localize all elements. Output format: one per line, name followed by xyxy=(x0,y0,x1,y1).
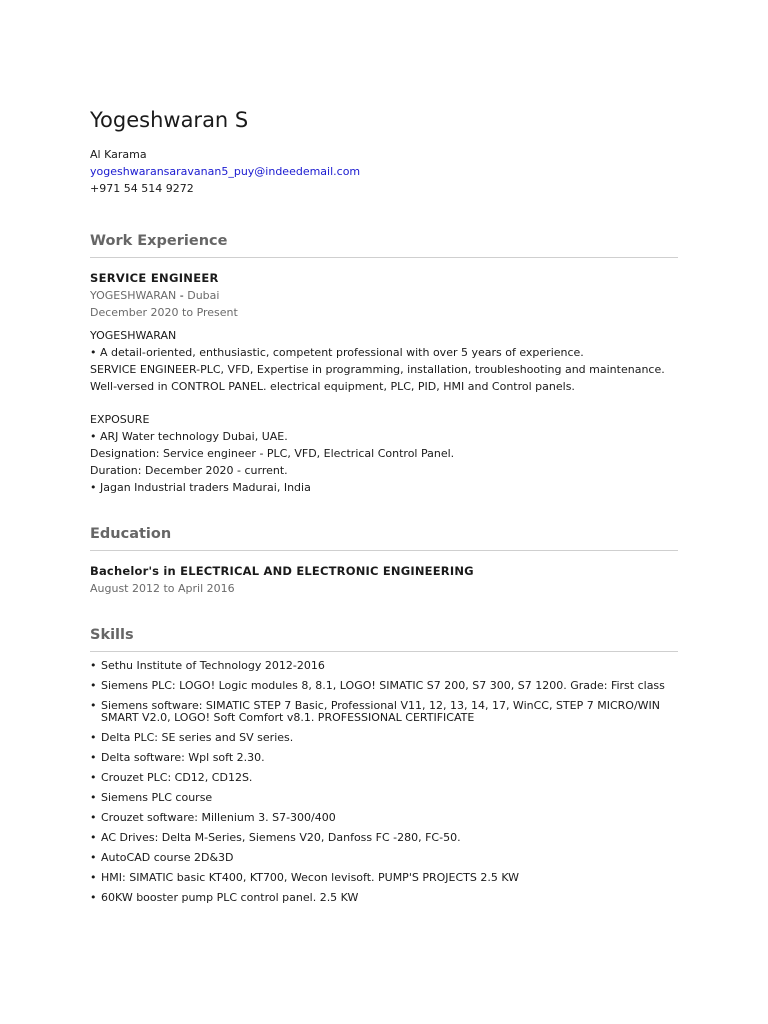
bullet: • xyxy=(90,790,97,804)
skill-text: AutoCAD course 2D&3D xyxy=(101,850,234,864)
description-line: SERVICE ENGINEER-PLC, VFD, Expertise in programming, installation, troubleshooting and maintenance. xyxy=(90,363,665,376)
section-title-skills: Skills xyxy=(90,627,134,643)
skill-text: 60KW booster pump PLC control panel. 2.5 KW xyxy=(101,890,359,904)
candidate-name: Yogeshwaran S xyxy=(90,108,249,132)
description-line: • ARJ Water technology Dubai, UAE. xyxy=(90,430,288,443)
list-item xyxy=(90,872,678,884)
skill-text: Siemens PLC: LOGO! Logic modules 8, 8.1, LOGO! SIMATIC S7 200, S7 300, S7 1200. Grade: First class xyxy=(101,679,665,692)
bullet: • xyxy=(90,770,97,784)
description-line: Designation: Service engineer - PLC, VFD, Electrical Control Panel. xyxy=(90,447,455,460)
list-item xyxy=(90,892,678,904)
bullet: • xyxy=(90,750,97,764)
description-line: • A detail-oriented, enthusiastic, competent professional with over 5 years of experience. xyxy=(90,346,584,359)
job-employer xyxy=(90,287,678,304)
location: Al Karama xyxy=(90,148,147,161)
list-item xyxy=(90,700,678,723)
bullet: • xyxy=(90,679,97,692)
job-dates: December 2020 to Present xyxy=(90,306,238,319)
skills-list xyxy=(90,660,678,903)
section-divider xyxy=(90,651,678,652)
description-line: Duration: December 2020 - current. xyxy=(90,464,288,477)
skill-text: Siemens software: SIMATIC STEP 7 Basic, Professional V11, 12, 13, 14, 17, WinCC, STEP 7 MICRO/WIN SMART V2.0, LOGO! Soft Comfort v8.1. PROFESSIONAL CERTIFICATE xyxy=(101,699,660,724)
skill-text: Delta software: Wpl soft 2.30. xyxy=(101,750,265,764)
skill-text: Delta PLC: SE series and SV series. xyxy=(101,730,294,744)
job-title: SERVICE ENGINEER xyxy=(90,271,219,285)
list-item xyxy=(90,812,678,824)
skill-text: Crouzet PLC: CD12, CD12S. xyxy=(101,770,253,784)
list-item xyxy=(90,852,678,864)
list-item xyxy=(90,832,678,844)
email-link[interactable]: yogeshwaransaravanan5_puy@indeedemail.com xyxy=(90,165,361,178)
company-separator: - xyxy=(176,289,188,302)
skill-text: Siemens PLC course xyxy=(101,790,213,804)
section-divider xyxy=(90,257,678,258)
bullet: • xyxy=(90,830,97,844)
bullet: • xyxy=(90,699,97,712)
degree-title: Bachelor's in ELECTRICAL AND ELECTRONIC ENGINEERING xyxy=(90,564,474,578)
list-item xyxy=(90,772,678,784)
phone-number: +971 54 514 9272 xyxy=(90,182,194,195)
description-blank-line xyxy=(90,395,678,411)
bullet: • xyxy=(90,659,97,672)
skill-text: Crouzet software: Millenium 3. S7-300/400 xyxy=(101,810,336,824)
education-dates: August 2012 to April 2016 xyxy=(90,582,235,595)
description-line: EXPOSURE xyxy=(90,413,150,426)
skills-section xyxy=(90,625,678,903)
job-city: Dubai xyxy=(187,289,220,302)
skill-text: Sethu Institute of Technology 2012-2016 xyxy=(101,659,325,672)
list-item xyxy=(90,680,678,692)
job-description xyxy=(90,327,678,496)
resume-content xyxy=(90,106,678,912)
bullet: • xyxy=(90,850,97,864)
section-divider xyxy=(90,550,678,551)
bullet: • xyxy=(90,730,97,744)
list-item xyxy=(90,792,678,804)
description-line: YOGESHWARAN xyxy=(90,329,177,342)
company-name: YOGESHWARAN xyxy=(90,289,177,302)
list-item xyxy=(90,660,678,672)
description-line: • Jagan Industrial traders Madurai, India xyxy=(90,481,311,494)
bullet: • xyxy=(90,890,97,904)
education-section xyxy=(90,524,678,597)
section-title-work: Work Experience xyxy=(90,233,228,249)
skill-text: HMI: SIMATIC basic KT400, KT700, Wecon levisoft. PUMP'S PROJECTS 2.5 KW xyxy=(101,870,520,884)
work-experience-section xyxy=(90,231,678,496)
bullet: • xyxy=(90,810,97,824)
skill-text: AC Drives: Delta M-Series, Siemens V20, Danfoss FC -280, FC-50. xyxy=(101,830,461,844)
list-item xyxy=(90,732,678,744)
list-item xyxy=(90,752,678,764)
section-title-education: Education xyxy=(90,526,172,542)
description-line: Well-versed in CONTROL PANEL. electrical equipment, PLC, PID, HMI and Control panels. xyxy=(90,380,575,393)
bullet: • xyxy=(90,870,97,884)
